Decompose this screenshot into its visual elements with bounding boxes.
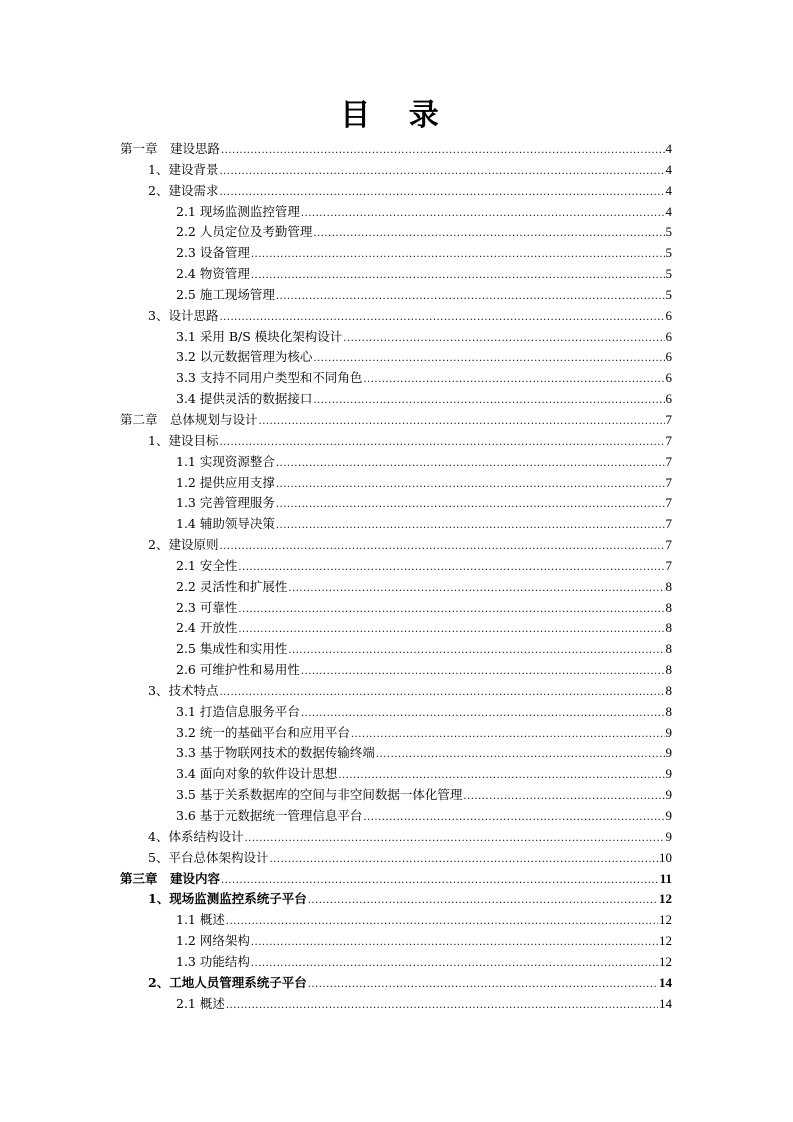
toc-entry-label: 第一章 建设思路 — [120, 141, 221, 156]
dot-leader — [313, 347, 664, 370]
toc-entry-label: 2.1 概述 — [176, 995, 225, 1011]
toc-entry-page-number: 9 — [665, 828, 672, 844]
toc-entry-page-number: 7 — [665, 495, 672, 511]
dot-leader — [226, 994, 658, 1017]
toc-entry-label: 2.4 物资管理 — [176, 266, 250, 282]
toc-entry-label: 3、技术特点 — [148, 682, 219, 698]
dot-leader — [343, 327, 664, 350]
toc-entry-page-number: 7 — [665, 411, 672, 427]
toc-entry-page-number: 4 — [665, 182, 672, 198]
dot-leader — [351, 723, 665, 746]
toc-entry-page-number: 6 — [665, 370, 672, 386]
dot-leader — [244, 827, 664, 850]
toc-entry-label: 1、建设背景 — [148, 161, 219, 177]
toc-entry-label: 3.5 基于关系数据库的空间与非空间数据一体化管理 — [176, 787, 463, 803]
toc-entry-page-number: 8 — [665, 578, 672, 594]
toc-entry-page-number: 8 — [665, 599, 672, 615]
toc-entry-page-number: 11 — [659, 870, 672, 886]
toc-entry-page-number: 12 — [659, 912, 672, 928]
page-title: 目 录 — [340, 98, 453, 133]
toc-entry-page-number: 10 — [659, 849, 672, 865]
toc-entry-page-number: 12 — [659, 891, 672, 907]
toc-entry-level-2[interactable] — [120, 889, 672, 910]
dot-leader — [276, 493, 665, 516]
toc-entry-level-3[interactable] — [120, 806, 672, 827]
toc-entry-label: 1.2 提供应用支撑 — [176, 474, 275, 490]
toc-entry-page-number: 4 — [665, 203, 672, 219]
toc-entry-level-3[interactable] — [120, 639, 672, 660]
dot-leader — [219, 535, 664, 558]
toc-entry-label: 3.6 基于元数据统一管理信息平台 — [176, 808, 363, 823]
toc-entry-page-number: 7 — [665, 557, 672, 573]
toc-entry-label: 2、建设原则 — [148, 537, 219, 553]
dot-leader — [251, 952, 658, 975]
toc-entry-label: 2.2 灵活性和扩展性 — [176, 578, 288, 594]
dot-leader — [313, 222, 664, 245]
dot-leader — [376, 743, 665, 766]
toc-entry-label: 2.1 安全性 — [176, 557, 238, 573]
toc-entry-label: 3.3 基于物联网技术的数据传输终端 — [176, 745, 375, 761]
toc-entry-label: 3.4 提供灵活的数据接口 — [176, 391, 313, 407]
toc-entry-page-number: 5 — [665, 224, 672, 240]
toc-entry-level-3[interactable] — [120, 493, 672, 514]
toc-entry-page-number: 14 — [659, 995, 672, 1011]
toc-entry-level-3[interactable] — [120, 243, 672, 264]
toc-entry-level-3[interactable] — [120, 202, 672, 223]
dot-leader — [276, 473, 665, 496]
toc-entry-page-number: 4 — [665, 161, 672, 177]
toc-entry-page-number: 8 — [665, 703, 672, 719]
toc-entry-label: 3.2 以元数据管理为核心 — [176, 349, 313, 365]
dot-leader — [251, 264, 665, 287]
toc-entry-level-3[interactable] — [120, 368, 672, 389]
toc-entry-label: 2.5 施工现场管理 — [176, 286, 275, 302]
dot-leader — [238, 598, 664, 621]
toc-entry-page-number: 9 — [665, 766, 672, 782]
toc-entry-level-3[interactable] — [120, 931, 672, 952]
dot-leader — [219, 306, 664, 329]
dot-leader — [221, 139, 664, 162]
toc-entry-page-number: 8 — [665, 620, 672, 636]
toc-entry-label: 1.3 完善管理服务 — [176, 495, 275, 511]
toc-entry-label: 3.1 采用 B/S 模块化架构设计 — [176, 328, 343, 344]
dot-leader — [301, 702, 665, 725]
toc-entry-label: 2、工地人员管理系统子平台 — [148, 974, 307, 990]
toc-entry-page-number: 5 — [665, 266, 672, 282]
toc-entry-level-2[interactable] — [120, 535, 672, 556]
toc-entry-page-number: 8 — [665, 641, 672, 657]
toc-entry-level-1[interactable] — [120, 139, 672, 160]
toc-entry-page-number: 4 — [665, 141, 672, 156]
toc-entry-page-number: 6 — [665, 391, 672, 407]
dot-leader — [259, 410, 665, 433]
toc-entry-level-3[interactable] — [120, 514, 672, 535]
toc-entry-level-3[interactable] — [120, 556, 672, 577]
dot-leader — [276, 514, 665, 537]
toc-entry-page-number: 7 — [665, 453, 672, 469]
toc-entry-label: 4、体系结构设计 — [148, 828, 244, 844]
dot-leader — [219, 181, 664, 204]
toc-entry-level-3[interactable] — [120, 473, 672, 494]
dot-leader — [308, 889, 658, 912]
toc-entry-level-2[interactable] — [120, 827, 672, 848]
toc-entry-label: 1.3 功能结构 — [176, 953, 250, 969]
dot-leader — [226, 910, 658, 933]
toc-entry-label: 3.3 支持不同用户类型和不同角色 — [176, 370, 363, 386]
toc-entry-page-number: 9 — [665, 745, 672, 761]
toc-entry-page-number: 7 — [665, 432, 672, 448]
toc-entry-label: 3、设计思路 — [148, 307, 219, 323]
dot-leader — [276, 285, 665, 308]
toc-entry-level-2[interactable] — [120, 848, 672, 869]
dot-leader — [363, 806, 664, 829]
toc-entry-level-2[interactable] — [120, 681, 672, 702]
toc-entry-label: 第二章 总体规划与设计 — [120, 411, 258, 427]
toc-entry-page-number: 8 — [665, 662, 672, 678]
toc-entry-label: 1.1 实现资源整合 — [176, 453, 275, 469]
toc-entry-level-3[interactable] — [120, 702, 672, 723]
dot-leader — [301, 202, 665, 225]
toc-entry-level-1[interactable] — [120, 869, 672, 890]
toc-entry-level-3[interactable] — [120, 785, 672, 806]
toc-entry-page-number: 12 — [659, 953, 672, 969]
toc-entry-level-2[interactable] — [120, 181, 672, 202]
toc-entry-page-number: 9 — [665, 724, 672, 740]
toc-entry-level-3[interactable] — [120, 285, 672, 306]
dot-leader — [276, 452, 665, 475]
toc-entry-level-3[interactable] — [120, 723, 672, 744]
toc-entry-level-1[interactable] — [120, 410, 672, 431]
dot-leader — [269, 848, 658, 871]
dot-leader — [238, 618, 664, 641]
toc-entry-page-number: 9 — [665, 808, 672, 823]
toc-entry-label: 2、建设需求 — [148, 182, 219, 198]
dot-leader — [288, 639, 664, 662]
toc-entry-page-number: 14 — [659, 974, 672, 990]
toc-entry-page-number: 7 — [665, 537, 672, 553]
toc-entry-level-3[interactable] — [120, 598, 672, 619]
dot-leader — [288, 577, 664, 600]
toc-entry-page-number: 6 — [665, 307, 672, 323]
toc-entry-label: 2.5 集成性和实用性 — [176, 641, 288, 657]
toc-entry-page-number: 5 — [665, 286, 672, 302]
table-of-contents — [120, 139, 672, 1014]
dot-leader — [313, 389, 664, 412]
toc-entry-level-3[interactable] — [120, 994, 672, 1015]
toc-entry-page-number: 5 — [665, 245, 672, 261]
toc-entry-level-3[interactable] — [120, 389, 672, 410]
toc-entry-page-number: 12 — [659, 933, 672, 949]
dot-leader — [221, 869, 659, 892]
toc-entry-label: 1.2 网络架构 — [176, 933, 250, 949]
toc-entry-label: 2.2 人员定位及考勤管理 — [176, 224, 313, 240]
dot-leader — [301, 660, 665, 683]
toc-entry-level-3[interactable] — [120, 618, 672, 639]
toc-entry-level-3[interactable] — [120, 327, 672, 348]
dot-leader — [251, 243, 665, 266]
toc-entry-label: 2.3 设备管理 — [176, 245, 250, 261]
toc-entry-level-3[interactable] — [120, 660, 672, 681]
dot-leader — [238, 556, 664, 579]
toc-entry-level-3[interactable] — [120, 452, 672, 473]
toc-entry-level-3[interactable] — [120, 347, 672, 368]
toc-entry-label: 5、平台总体架构设计 — [148, 849, 269, 865]
toc-entry-page-number: 6 — [665, 349, 672, 365]
toc-entry-label: 2.6 可维护性和易用性 — [176, 662, 300, 678]
dot-leader — [219, 431, 664, 454]
toc-entry-level-3[interactable] — [120, 910, 672, 931]
toc-entry-level-2[interactable] — [120, 431, 672, 452]
dot-leader — [363, 368, 664, 391]
toc-entry-label: 1、现场监测监控系统子平台 — [148, 891, 307, 907]
toc-entry-page-number: 6 — [665, 328, 672, 344]
toc-entry-page-number: 8 — [665, 682, 672, 698]
dot-leader — [338, 764, 664, 787]
toc-entry-page-number: 7 — [665, 474, 672, 490]
toc-entry-level-2[interactable] — [120, 160, 672, 181]
toc-entry-label: 3.2 统一的基础平台和应用平台 — [176, 724, 350, 740]
toc-entry-label: 3.4 面向对象的软件设计思想 — [176, 766, 338, 782]
toc-entry-label: 3.1 打造信息服务平台 — [176, 703, 300, 719]
toc-entry-label: 2.3 可靠性 — [176, 599, 238, 615]
toc-entry-page-number: 9 — [665, 787, 672, 803]
dot-leader — [219, 681, 664, 704]
toc-entry-label: 1.4 辅助领导决策 — [176, 516, 275, 532]
toc-entry-label: 1、建设目标 — [148, 432, 219, 448]
dot-leader — [251, 931, 658, 954]
toc-entry-level-2[interactable] — [120, 973, 672, 994]
toc-entry-level-2[interactable] — [120, 306, 672, 327]
toc-entry-level-3[interactable] — [120, 222, 672, 243]
toc-entry-level-3[interactable] — [120, 764, 672, 785]
toc-entry-level-3[interactable] — [120, 743, 672, 764]
toc-entry-label: 1.1 概述 — [176, 912, 225, 928]
toc-entry-level-3[interactable] — [120, 264, 672, 285]
dot-leader — [308, 973, 658, 996]
toc-entry-level-3[interactable] — [120, 952, 672, 973]
toc-entry-page-number: 7 — [665, 516, 672, 532]
dot-leader — [463, 785, 664, 808]
toc-entry-level-3[interactable] — [120, 577, 672, 598]
toc-entry-label: 第三章 建设内容 — [120, 870, 221, 886]
toc-entry-label: 2.4 开放性 — [176, 620, 238, 636]
toc-entry-label: 2.1 现场监测监控管理 — [176, 203, 300, 219]
dot-leader — [219, 160, 664, 183]
